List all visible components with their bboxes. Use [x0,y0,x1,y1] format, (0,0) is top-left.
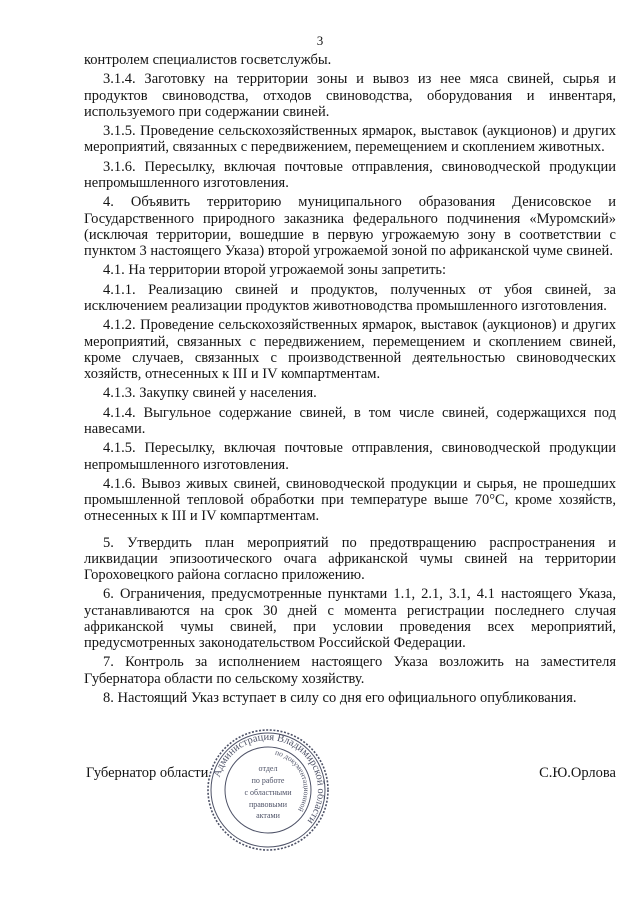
paragraph-4-1-5: 4.1.5. Пересылку, включая почтовые отправления, свиноводческой продукции непромышленного изготовления. [84,440,616,473]
paragraph-3-1-5: 3.1.5. Проведение сельскохозяйственных ярмарок, выставок (аукционов) и других мероприятий, связанных с передвижением, перемещением и скоплением животных. [84,123,616,156]
paragraph-4: 4. Объявить территорию муниципального образования Денисовское и Государственного природного заказника федерального подчинения «Муромский» (исключая территории, вошедшие в первую угрожаемую зону в соответствии с пунктом 3 настоящего Указа) второй угрожаемой зоной по африканской чуме свиней. [84,194,616,259]
page-number: 3 [316,33,324,48]
signature-block [86,765,616,789]
stamp-center-line: актами [256,811,280,820]
paragraph-continuation: контролем специалистов госветслужбы. [84,52,332,68]
paragraph-8: 8. Настоящий Указ вступает в силу со дня его официального опубликования. [103,689,577,706]
paragraph-4-1-1: 4.1.1. Реализацию свиней и продуктов, полученных от убоя свиней, за исключением реализации продуктов животноводства промышленного изготовления. [84,281,616,314]
signature-title: Губернатор области [86,765,209,781]
stamp-ring-text: Администрация Владимирской области [211,731,327,826]
stamp-center-line: по работе [251,776,285,785]
document-body [84,52,616,709]
paragraph-4-1-4: 4.1.4. Выгульное содержание свиней, в том числе свиней, содержащихся под навесами. [84,404,616,437]
paragraph-4-1: 4.1. На территории второй угрожаемой зоны запретить: [103,262,447,279]
paragraph-7: 7. Контроль за исполнением настоящего Указа возложить на заместителя Губернатора области по сельскому хозяйству. [84,654,616,687]
paragraph-4-1-2: 4.1.2. Проведение сельскохозяйственных ярмарок, выставок (аукционов) и других мероприятий, связанных с передвижением, перемещением и скоплением свиней, кроме случаев, связанных с производственной деятельностью свиноводческих хозяйств, отнесенных к III и IV компартментам. [84,317,616,382]
stamp-seal-graphic [206,728,330,852]
signature-name: С.Ю.Орлова [539,765,616,781]
paragraph-6: 6. Ограничения, предусмотренные пунктами 1.1, 2.1, 3.1, 4.1 настоящего Указа, устанавливаются на срок 30 дней с момента регистрации последнего случая африканской чумы свиней, при условии проведения всех мероприятий, предусмотренных законодательством Российской Федерации. [84,586,616,651]
paragraph-4-1-6: 4.1.6. Вывоз живых свиней, свиноводческой продукции и сырья, не прошедших промышленной тепловой обработки при температуре выше 70°С, кроме хозяйств, отнесенных к III и IV компартментам. [84,475,616,525]
stamp-inner-ring-text: по документационной [274,747,312,814]
paragraph-5: 5. Утвердить план мероприятий по предотвращению распространения и ликвидации эпизоотического очага африканской чумы свиней на территории Гороховецкого района согласно приложению. [84,534,616,583]
paragraph-4-1-3: 4.1.3. Закупку свиней у населения. [103,385,317,402]
stamp-center-line: с областными [244,788,292,797]
stamp-center-line: правовыми [248,800,288,809]
stamp-center-line: отдел [258,764,278,773]
paragraph-3-1-6: 3.1.6. Пересылку, включая почтовые отправления, свиноводческой продукции непромышленного изготовления. [84,158,616,191]
official-stamp [206,728,330,852]
paragraph-3-1-4: 3.1.4. Заготовку на территории зоны и вывоз из нее мяса свиней, сырья и продуктов свиноводства, отходов свиноводства, оборудования и инвентаря, используемого при содержании свиней. [84,71,616,120]
